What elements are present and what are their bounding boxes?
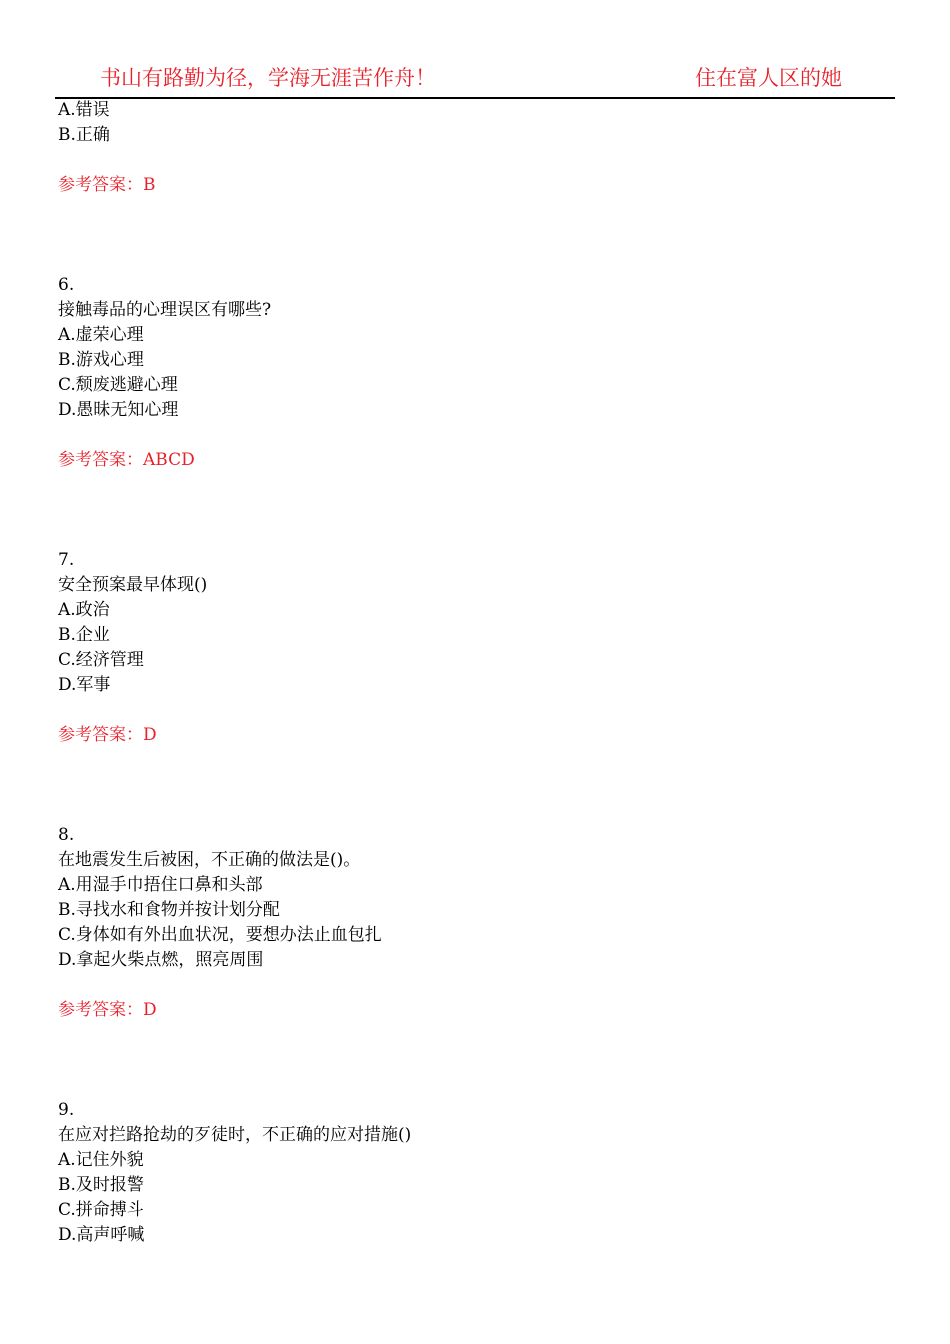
question-number: 8. <box>58 825 75 845</box>
question-9 <box>58 1098 898 1248</box>
answer-line <box>58 173 898 198</box>
option-b: B.企业 <box>58 625 110 645</box>
question-6 <box>58 273 898 473</box>
question-8 <box>58 823 898 1023</box>
option-c: C.颓废逃避心理 <box>58 375 178 395</box>
answer-value: D <box>143 725 157 745</box>
option-d: D.军事 <box>58 675 111 695</box>
option-b: B.及时报警 <box>58 1175 144 1195</box>
header-motto-left: 书山有路勤为径，学海无涯苦作舟！ <box>100 66 436 90</box>
question-7 <box>58 548 898 748</box>
answer-label: 参考答案： <box>58 725 143 745</box>
option-c: C.拼命搏斗 <box>58 1200 144 1220</box>
option-d: D.高声呼喊 <box>58 1225 145 1245</box>
question-text: 安全预案最早体现() <box>58 575 208 595</box>
question-number: 6. <box>58 275 75 295</box>
option-c: C.身体如有外出血状况，要想办法止血包扎 <box>58 925 382 945</box>
option-a: A.记住外貌 <box>58 1150 144 1170</box>
header-motto-right: 住在富人区的她 <box>695 66 842 90</box>
answer-label: 参考答案： <box>58 1000 143 1020</box>
answer-value: ABCD <box>143 450 195 470</box>
option-b: B.寻找水和食物并按计划分配 <box>58 900 280 920</box>
question-text: 在地震发生后被困，不正确的做法是()。 <box>58 850 361 870</box>
answer-value: B <box>143 175 156 195</box>
answer-line <box>58 723 898 748</box>
answer-value: D <box>143 1000 157 1020</box>
answer-line <box>58 998 898 1023</box>
option-a: A.虚荣心理 <box>58 325 144 345</box>
option-d: D.愚昧无知心理 <box>58 400 179 420</box>
option-d: D.拿起火柴点燃，照亮周围 <box>58 950 264 970</box>
option-a: A.用湿手巾捂住口鼻和头部 <box>58 875 263 895</box>
option-a: A.政治 <box>58 600 110 620</box>
option-b: B.游戏心理 <box>58 350 144 370</box>
question-5-continued <box>58 98 898 198</box>
page-header <box>0 0 950 100</box>
question-number: 9. <box>58 1100 75 1120</box>
question-text: 接触毒品的心理误区有哪些? <box>58 300 272 320</box>
option-c: C.经济管理 <box>58 650 144 670</box>
document-body <box>58 98 898 1248</box>
option-a: A.错误 <box>58 100 110 120</box>
question-text: 在应对拦路抢劫的歹徒时，不正确的应对措施() <box>58 1125 412 1145</box>
option-b: B.正确 <box>58 125 110 145</box>
answer-label: 参考答案： <box>58 450 143 470</box>
question-number: 7. <box>58 550 75 570</box>
answer-label: 参考答案： <box>58 175 143 195</box>
answer-line <box>58 448 898 473</box>
